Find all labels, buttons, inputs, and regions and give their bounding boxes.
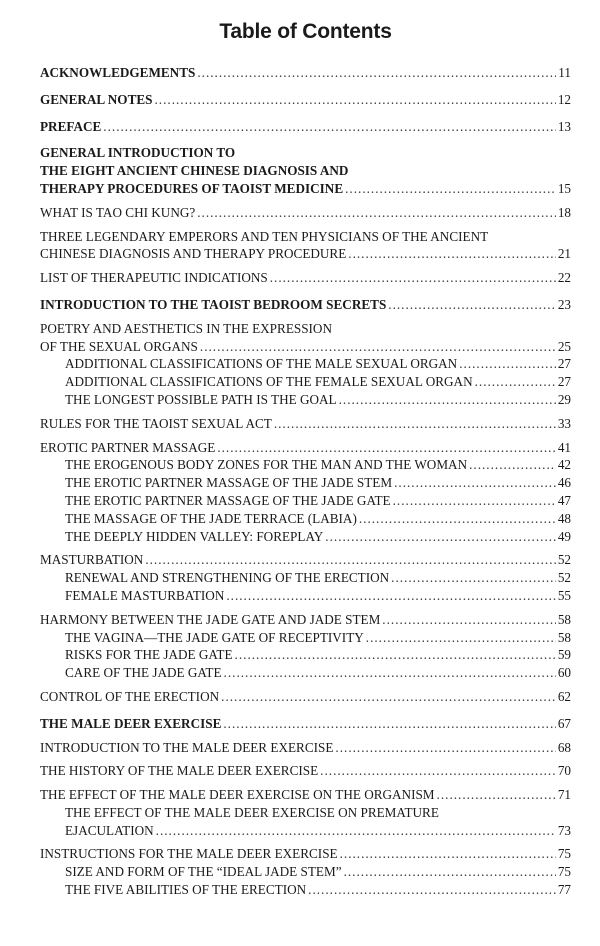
toc-page-number: 73	[557, 822, 571, 838]
dot-leader	[340, 845, 556, 863]
dot-leader	[393, 492, 556, 510]
toc-entry	[40, 474, 571, 492]
toc-entry-line	[40, 762, 571, 780]
toc-page-number: 29	[557, 391, 571, 407]
toc-entry-line	[40, 355, 571, 373]
dot-leader	[235, 646, 556, 664]
toc-entry	[40, 629, 571, 647]
toc-page-number: 12	[557, 91, 571, 107]
toc-entry-line	[40, 456, 571, 474]
toc-entry-line	[40, 118, 571, 136]
toc-entry-line	[40, 804, 571, 822]
dot-leader	[339, 391, 556, 409]
toc-entry	[40, 269, 571, 287]
toc-page-number: 18	[557, 204, 571, 220]
dot-leader	[344, 863, 556, 881]
toc-page-number: 75	[557, 864, 571, 880]
toc-entry-line	[40, 739, 571, 757]
dot-leader	[345, 180, 556, 198]
toc-page-number: 67	[557, 715, 571, 731]
toc-entry-title: THREE LEGENDARY EMPERORS AND TEN PHYSICIANS OF THE ANCIENT	[40, 228, 489, 244]
toc-entry	[40, 569, 571, 587]
dot-leader	[226, 587, 555, 605]
toc-entry-line	[40, 180, 571, 198]
toc-entry-line	[40, 204, 571, 222]
toc-page-number: 41	[557, 439, 571, 455]
dot-leader	[388, 296, 556, 314]
toc-entry	[40, 845, 571, 863]
toc-entry-line	[40, 881, 571, 899]
toc-page-number: 33	[557, 415, 571, 431]
toc-page-number: 75	[557, 846, 571, 862]
toc-entry-line	[40, 439, 571, 457]
toc-entry-title: THE EROGENOUS BODY ZONES FOR THE MAN AND THE WOMAN	[65, 457, 468, 473]
toc-entry	[40, 415, 571, 433]
toc-entry-line	[40, 296, 571, 314]
toc-entry-line	[40, 688, 571, 706]
toc-entry-title: THE EROTIC PARTNER MASSAGE OF THE JADE GATE	[65, 492, 391, 508]
dot-leader	[348, 245, 556, 263]
toc-entry-line	[40, 228, 571, 246]
dot-leader	[103, 118, 556, 136]
toc-entry	[40, 528, 571, 546]
toc-page-number: 27	[557, 356, 571, 372]
dot-leader	[200, 338, 556, 356]
toc-page-number: 48	[557, 510, 571, 526]
toc-entry-title: ACKNOWLEDGEMENTS	[40, 65, 196, 80]
toc-entry-title: CONTROL OF THE ERECTION	[40, 688, 220, 704]
toc-page-number: 58	[557, 629, 571, 645]
toc-entry	[40, 804, 571, 840]
toc-entry-title: THE LONGEST POSSIBLE PATH IS THE GOAL	[65, 391, 337, 407]
toc-entry-line	[40, 646, 571, 664]
page-title: Table of Contents	[219, 20, 392, 43]
toc-entry-title: POETRY AND AESTHETICS IN THE EXPRESSION	[40, 320, 332, 336]
toc-page-number: 21	[557, 246, 571, 262]
dot-leader	[270, 269, 556, 287]
dot-leader	[308, 881, 556, 899]
toc-entry	[40, 64, 571, 82]
dot-leader	[335, 739, 555, 757]
dot-leader	[217, 439, 556, 457]
toc-entry-line	[40, 863, 571, 881]
dot-leader	[224, 664, 556, 682]
toc-page-number: 11	[558, 65, 571, 80]
toc-entry-title: INTRODUCTION TO THE TAOIST BEDROOM SECRETS	[40, 296, 387, 312]
toc-entry-line	[40, 144, 571, 162]
toc-entry	[40, 118, 571, 136]
toc-entry-line	[40, 845, 571, 863]
toc-page-number: 22	[557, 270, 571, 286]
toc-entry	[40, 373, 571, 391]
toc-entry	[40, 739, 571, 757]
toc-entry-line	[40, 245, 571, 263]
toc-entry-title: GENERAL INTRODUCTION TO	[40, 145, 236, 161]
toc-entry	[40, 863, 571, 881]
toc-entry-title: THE HISTORY OF THE MALE DEER EXERCISE	[40, 763, 319, 779]
toc-page-number: 23	[557, 296, 571, 312]
dot-leader	[223, 715, 555, 733]
toc-entry	[40, 762, 571, 780]
toc-entry-title: GENERAL NOTES	[40, 91, 153, 107]
toc-entry	[40, 320, 571, 356]
table-of-contents	[40, 64, 571, 899]
dot-leader	[394, 474, 556, 492]
dot-leader	[274, 415, 556, 433]
dot-leader	[437, 786, 556, 804]
toc-entry-line	[40, 587, 571, 605]
dot-leader	[197, 204, 556, 222]
dot-leader	[155, 91, 556, 109]
toc-entry-title: OF THE SEXUAL ORGANS	[40, 338, 198, 354]
toc-entry-title: THE EROTIC PARTNER MASSAGE OF THE JADE STEM	[65, 475, 393, 491]
toc-entry-line	[40, 569, 571, 587]
toc-entry-title: ADDITIONAL CLASSIFICATIONS OF THE FEMALE SEXUAL ORGAN	[65, 374, 473, 390]
toc-page-number: 46	[557, 475, 571, 491]
toc-entry-line	[40, 91, 571, 109]
toc-page-number: 47	[557, 492, 571, 508]
toc-entry-line	[40, 269, 571, 287]
toc-entry-title: THE EIGHT ANCIENT CHINESE DIAGNOSIS AND	[40, 163, 349, 179]
toc-page-number: 27	[557, 374, 571, 390]
toc-entry	[40, 355, 571, 373]
toc-entry-title: CARE OF THE JADE GATE	[65, 665, 222, 681]
toc-entry	[40, 510, 571, 528]
toc-entry-line	[40, 510, 571, 528]
toc-entry-title: THE VAGINA—THE JADE GATE OF RECEPTIVITY	[65, 629, 364, 645]
toc-entry-title: FEMALE MASTURBATION	[65, 587, 225, 603]
toc-page-number: 70	[557, 763, 571, 779]
toc-entry	[40, 296, 571, 314]
toc-page-number: 59	[557, 647, 571, 663]
toc-page-number: 52	[557, 570, 571, 586]
toc-entry-title: HARMONY BETWEEN THE JADE GATE AND JADE STEM	[40, 611, 381, 627]
toc-entry-line	[40, 391, 571, 409]
toc-entry-line	[40, 611, 571, 629]
toc-entry-line	[40, 64, 571, 82]
toc-entry-title: PREFACE	[40, 118, 102, 134]
toc-entry-title: EROTIC PARTNER MASSAGE	[40, 439, 216, 455]
toc-entry	[40, 144, 571, 197]
toc-entry-title: INTRODUCTION TO THE MALE DEER EXERCISE	[40, 739, 334, 755]
toc-entry	[40, 204, 571, 222]
toc-page-number: 49	[557, 528, 571, 544]
dot-leader	[221, 688, 556, 706]
toc-entry	[40, 587, 571, 605]
toc-entry	[40, 439, 571, 457]
toc-entry-line	[40, 786, 571, 804]
toc-entry-line	[40, 492, 571, 510]
dot-leader	[366, 629, 556, 647]
toc-entry	[40, 91, 571, 109]
toc-page-number: 42	[557, 457, 571, 473]
toc-entry-title: THE EFFECT OF THE MALE DEER EXERCISE ON PREMATURE	[65, 804, 439, 820]
toc-entry-line	[40, 822, 571, 840]
toc-entry-line	[40, 528, 571, 546]
toc-page-number: 15	[557, 180, 571, 196]
toc-entry-line	[40, 162, 571, 180]
toc-entry	[40, 611, 571, 629]
dot-leader	[382, 611, 556, 629]
toc-page-number: 62	[557, 688, 571, 704]
toc-entry-title: CHINESE DIAGNOSIS AND THERAPY PROCEDURE	[40, 246, 347, 262]
dot-leader	[359, 510, 556, 528]
toc-page-number: 68	[557, 739, 571, 755]
toc-entry	[40, 456, 571, 474]
toc-entry	[40, 646, 571, 664]
toc-entry-title: WHAT IS TAO CHI KUNG?	[40, 204, 196, 220]
toc-entry-title: MASTURBATION	[40, 552, 144, 568]
toc-page-number: 71	[557, 787, 571, 803]
toc-page-number: 55	[557, 587, 571, 603]
dot-leader	[145, 551, 556, 569]
dot-leader	[197, 64, 556, 82]
toc-entry-title: LIST OF THERAPEUTIC INDICATIONS	[40, 270, 268, 286]
toc-entry-line	[40, 629, 571, 647]
toc-page-number: 77	[557, 882, 571, 898]
toc-entry-title: THERAPY PROCEDURES OF TAOIST MEDICINE	[40, 180, 344, 196]
toc-page-number: 58	[557, 611, 571, 627]
toc-entry-title: THE MALE DEER EXERCISE	[40, 715, 222, 731]
toc-entry-line	[40, 373, 571, 391]
toc-page-number: 13	[557, 118, 571, 134]
dot-leader	[325, 528, 556, 546]
dot-leader	[391, 569, 556, 587]
toc-entry	[40, 715, 571, 733]
toc-entry-title: THE EFFECT OF THE MALE DEER EXERCISE ON THE ORGANISM	[40, 787, 435, 803]
toc-entry-line	[40, 415, 571, 433]
toc-entry	[40, 881, 571, 899]
dot-leader	[475, 373, 556, 391]
toc-entry-title: THE MASSAGE OF THE JADE TERRACE (LABIA)	[65, 510, 357, 526]
dot-leader	[320, 762, 556, 780]
toc-entry	[40, 551, 571, 569]
toc-page-number: 52	[557, 552, 571, 568]
toc-entry	[40, 391, 571, 409]
toc-entry-line	[40, 320, 571, 338]
toc-entry-title: ADDITIONAL CLASSIFICATIONS OF THE MALE SEXUAL ORGAN	[65, 356, 458, 372]
toc-entry-title: THE DEEPLY HIDDEN VALLEY: FOREPLAY	[65, 528, 324, 544]
toc-entry-line	[40, 474, 571, 492]
toc-entry	[40, 228, 571, 264]
toc-entry-title: THE FIVE ABILITIES OF THE ERECTION	[65, 882, 307, 898]
toc-entry-title: INSTRUCTIONS FOR THE MALE DEER EXERCISE	[40, 846, 338, 862]
toc-page-number: 25	[557, 338, 571, 354]
toc-entry-line	[40, 664, 571, 682]
toc-entry-title: SIZE AND FORM OF THE “IDEAL JADE STEM”	[65, 864, 342, 880]
dot-leader	[459, 355, 556, 373]
toc-entry-line	[40, 715, 571, 733]
dot-leader	[469, 456, 556, 474]
toc-entry	[40, 492, 571, 510]
toc-page-number: 60	[557, 665, 571, 681]
toc-entry-title: RISKS FOR THE JADE GATE	[65, 647, 233, 663]
toc-entry	[40, 786, 571, 804]
toc-entry-title: RULES FOR THE TAOIST SEXUAL ACT	[40, 415, 272, 431]
toc-entry-title: RENEWAL AND STRENGTHENING OF THE ERECTION	[65, 570, 390, 586]
toc-entry	[40, 688, 571, 706]
toc-entry-line	[40, 551, 571, 569]
toc-entry	[40, 664, 571, 682]
toc-entry-line	[40, 338, 571, 356]
dot-leader	[156, 822, 556, 840]
toc-entry-title: EJACULATION	[65, 822, 154, 838]
